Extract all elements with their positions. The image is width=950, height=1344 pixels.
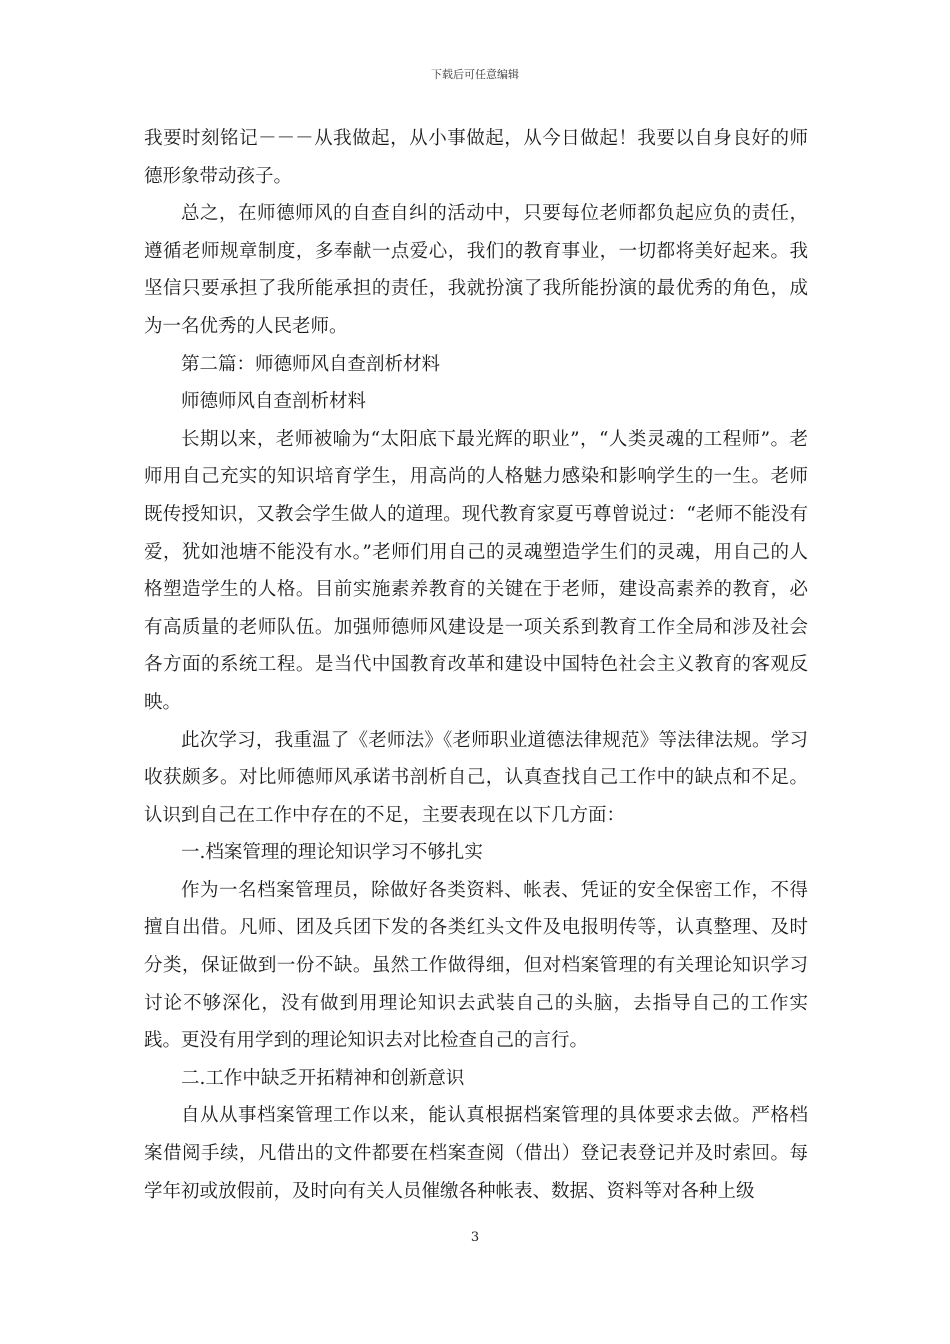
paragraph: 总之，在师德师风的自查自纠的活动中，只要每位老师都负起应负的责任，遵循老师规章制度，多奉献一点爱心，我们的教育事业，一切都将美好起来。我坚信只要承担了我所能承担的责任，我就扮演了我所能扮演的最优秀的角色，成为一名优秀的人民老师。 <box>144 203 808 337</box>
page-number: 3 <box>470 1230 480 1245</box>
page-header: 下载后可任意编辑 <box>431 68 519 81</box>
paragraph: 作为一名档案管理员，除做好各类资料、帐表、凭证的安全保密工作，不得擅自出借。凡师、团及兵团下发的各类红头文件及电报明传等，认真整理、及时分类，保证做到一份不缺。虽然工作做得细，但对档案管理的有关理论知识学习讨论不够深化，没有做到用理论知识去武装自己的头脑，去指导自己的工作实践。更没有用学到的理论知识去对比检查自己的言行。 <box>144 879 808 1052</box>
section-heading: 二.工作中缺乏开拓精神和创新意识 <box>181 1067 465 1089</box>
document-title: 师德师风自查剖析材料 <box>181 391 367 413</box>
paragraph: 自从从事档案管理工作以来，能认真根据档案管理的具体要求去做。严格档案借阅手续，凡借出的文件都要在档案查阅（借出）登记表登记并及时索回。每学年初或放假前，及时向有关人员催缴各种帐表、数据、资料等对各种上级 <box>144 1105 808 1202</box>
paragraph: 此次学习，我重温了《老师法》《老师职业道德法律规范》等法律法规。学习收获颇多。对比师德师风承诺书剖析自己，认真查找自己工作中的缺点和不足。认识到自己在工作中存在的不足，主要表现在以下几方面： <box>144 729 808 826</box>
section-heading: 一.档案管理的理论知识学习不够扎实 <box>181 842 483 864</box>
document-body <box>144 120 808 1210</box>
paragraph: 长期以来，老师被喻为“太阳底下最光辉的职业”，“人类灵魂的工程师”。老师用自己充实的知识培育学生，用高尚的人格魅力感染和影响学生的一生。老师既传授知识，又教会学生做人的道理。现代教育家夏丐尊曾说过：“老师不能没有爱，犹如池塘不能没有水。”老师们用自己的灵魂塑造学生们的灵魂，用自己的人格塑造学生的人格。目前实施素养教育的关键在于老师，建设高素养的教育，必有高质量的老师队伍。加强师德师风建设是一项关系到教育工作全局和涉及社会各方面的系统工程。是当代中国教育改革和建设中国特色社会主义教育的客观反映。 <box>144 428 808 713</box>
section-heading: 第二篇：师德师风自查剖析材料 <box>181 353 441 375</box>
paragraph: 我要时刻铭记－－－从我做起，从小事做起，从今日做起！我要以自身良好的师德形象带动孩子。 <box>144 128 808 187</box>
